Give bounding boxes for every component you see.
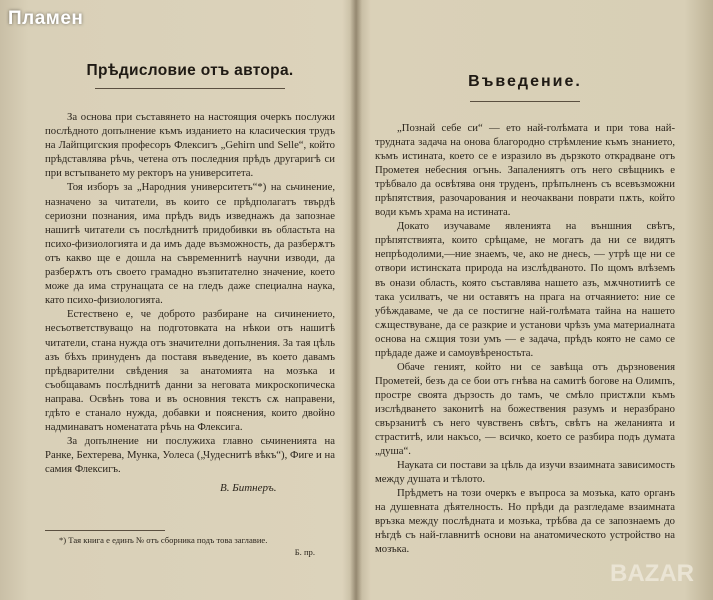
paragraph: За основа при съставянето на настоящия очеркъ послужи послѣдното допълнение къмъ изданието на класическия трудъ на Лайпцигския професоръ Флексигъ „Gehirn und Selle“, който прѣдставлява рѣчь, четена отъ последния прѣдъ другаригѣ си при встъпването му ректоръ на университета. xyxy=(45,111,335,180)
author-signature: В. Битнеръ. xyxy=(220,482,277,494)
left-page-heading: Прѣдисловие отъ автора. xyxy=(86,62,294,79)
heading-rule xyxy=(95,88,285,89)
paragraph: Обаче геният, който ни се завѣща отъ дързновения Прометей, безъ да се бои отъ гнѣва на самитѣ богове на Олимпъ, простре своята дързость до тамъ, че смѣло пристѫпи къмъ изслѣдването законитѣ на божествения разумъ и неразбрано свързанитѣ съ него чувственъ свѣтъ, свѣтъ на желанията и страститѣ, или накъсо, — всичко, което се разбира подъ думата „душа“. xyxy=(375,360,675,458)
right-page-heading: Въведение. xyxy=(468,73,582,90)
svg-text:BAZAR: BAZAR xyxy=(610,560,694,587)
paragraph: Естествено е, че доброто разбиране на сичинението, несъответствуващо на подготовката на нѣкои отъ нашитѣ читатели, стана нужда отъ значителни допълнения. За тая цѣль азъ бѣхъ принуденъ да поставя въведение, въ което давамъ прѣдварителни свѣдения за анатомията на мозъка и съобщавамъ послѣднитѣ данни за неговата микроскопическа направа. Освѣнъ това и въ основния текстъ сѫ направени, гдѣто е станало нужда, добавки и пояснения, които двойно надминаватъ номенатата рѣчь на Флексига. xyxy=(45,308,335,434)
heading-rule xyxy=(470,101,580,102)
bazar-logo-icon xyxy=(606,553,700,591)
paragraph: За допълнение ни послужиха главно сьчиненията на Ранке, Бехтерева, Мунка, Уолеса („Чудеснитѣ вѣкъ“), Фиге и на самия Флексигъ. xyxy=(45,435,335,476)
paragraph: Докато изучаваме явленията на външния свѣтъ, прѣпятствията, които срѣщаме, не могатъ да ни се видятъ непрѣодолими,—ние знаемъ, че, ако не днесь, — утрѣ ще ни се отвори истинската природа на изслѣдваното. По щомъ влѣземъ въ онази область, която съставлява нашето азъ, мѫчнотиитѣ се така усилватъ, че ни оставятъ на прага на отчаянието: ние се убѣждаваме, че да се постигне най-голѣмата тайна на нашето сѫществуване, да се разкрие и установи чрѣзъ ума материалната основа на сѫщия този умъ — е задача, прѣдъ която не само се прѣдаде даже и самоувѣреностьта. xyxy=(375,220,675,359)
footnote xyxy=(45,534,335,558)
footnote-credit: Б. пр. xyxy=(294,547,315,557)
right-page xyxy=(375,0,675,600)
watermark-brand: Пламен xyxy=(8,8,84,29)
left-page xyxy=(45,0,335,600)
left-page-body xyxy=(45,110,335,476)
paragraph: Тоя изборъ за „Народния университетъ“*) на сьчинение, назначено за читатели, въ които се прѣдполагатъ твърдѣ сериозни познания, има прѣдъ видъ изведнажъ да запознае нашитѣ читатели съ послѣднитѣ придобивки въ областьта на психо-физиологията и да имъ даде възможность, да разберѫтъ отъ какво ще е дошла на съвременнитѣ научни изводи, да разберѫтъ отъ своето грамадно възпитателно значение, което може да има струнащата се на гледъ даже специална наука, като психо-физиологията. xyxy=(45,181,335,307)
book-gutter xyxy=(350,0,362,600)
footnote-rule xyxy=(45,530,165,531)
paragraph: „Позна​й себе си“ — ето най-голѣмата и при това най-трудната задача на онова благородно стрѣмление къмъ знанието, къмъ истината, което се е изразило въ дързкото открадване отъ Прометея небесния огънь. Запалениятъ отъ него свѣщникъ е трѣбвало да освѣтява оня труденъ, прѣпълненъ съ всевъзможни прѣпятствия, разочарования и неочаквани поврати пѫть, който води къмъ храма на истината. xyxy=(375,122,675,219)
right-page-body xyxy=(375,121,675,556)
paragraph: Прѣдметъ на този очеркъ е въпроса за мозъка, като органъ на душевната дѣятелность. Но прѣди да разгледаме взаимната връзка между послѣдната и мозъка, трѣбва да се запознаемъ до нѣгдѣ съ най-главнитѣ основи на анатомическото устройство на мозъка. xyxy=(375,487,675,556)
paragraph: Науката си постави за цѣль да изучи взаимната зависимость между душата и тѣлото. xyxy=(375,459,675,486)
footnote-text: *) Тая книга е единъ № отъ сборника подъ това заглавие. xyxy=(59,535,268,545)
